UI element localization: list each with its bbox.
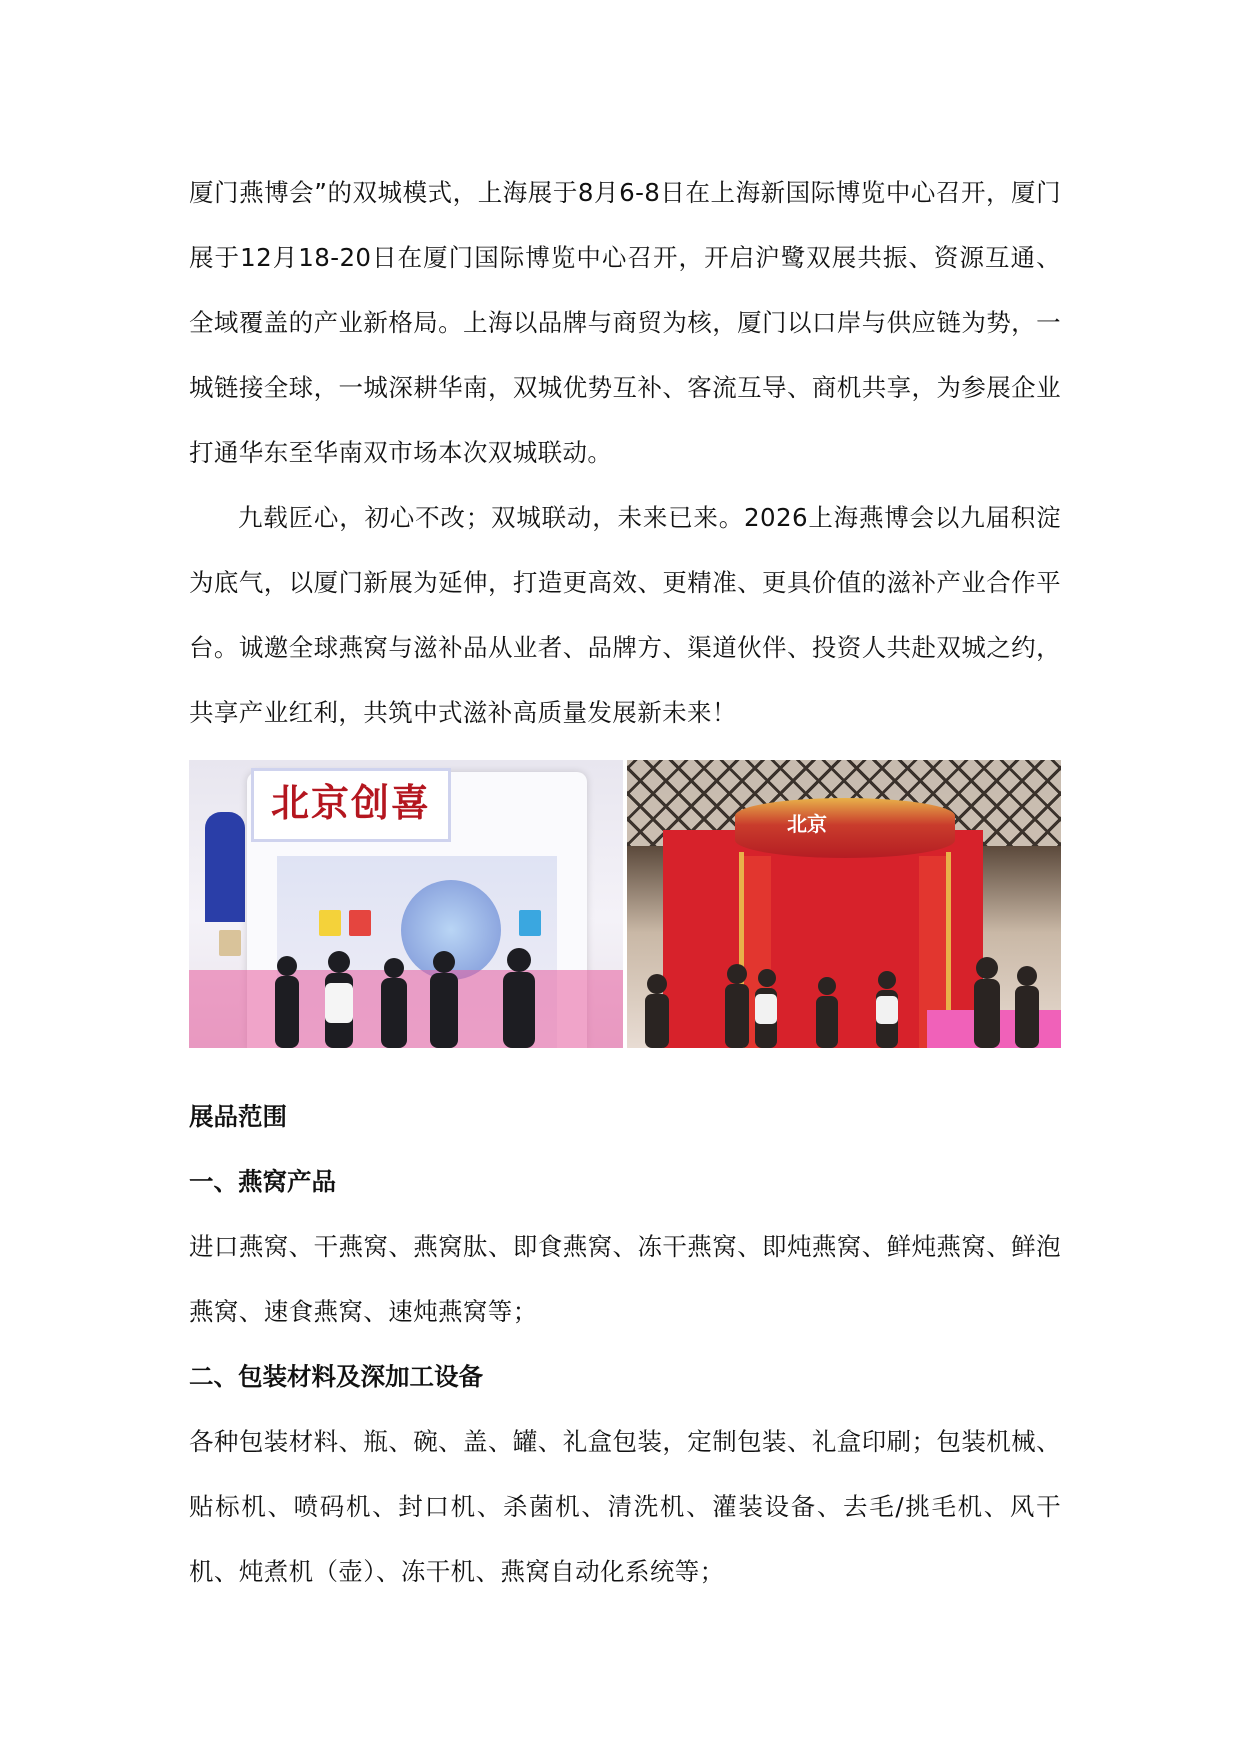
visitors-silhouettes	[189, 938, 623, 1048]
category-title-bird-nest: 一、燕窝产品	[189, 1167, 336, 1196]
paragraph-invitation: 九载匠心，初心不改；双城联动，未来已来。2026上海燕博会以九届积淀为底气，以厦门新展为延伸，打造更高效、更精准、更具价值的滋补产业合作平台。诚邀全球燕窝与滋补品从业者、品牌方、渠道伙伴、投资人共赴双城之约，共享产业红利，共筑中式滋补高质量发展新未来！	[189, 503, 1061, 727]
paragraph-double-city: 厦门燕博会”的双城模式，上海展于8月6-8日在上海新国际博览中心召开，厦门展于12月18-20日在厦门国际博览中心召开，开启沪鹭双展共振、资源互通、全域覆盖的产业新格局。上海以品牌与商贸为核，厦门以口岸与供应链为势，一城链接全球，一城深耕华南，双城优势互补、客流互导、商机共享，为参展企业打通华东至华南双市场本次双城联动。	[189, 178, 1061, 467]
round-sign-drum	[735, 798, 955, 858]
product-box	[519, 910, 541, 936]
category-items-bird-nest: 进口燕窝、干燕窝、燕窝肽、即食燕窝、冻干燕窝、即炖燕窝、鲜炖燕窝、鲜泡燕窝、速食燕窝、速炖燕窝等；	[189, 1232, 1061, 1326]
category-items-packaging: 各种包装材料、瓶、碗、盖、罐、礼盒包装，定制包装、礼盒印刷；包装机械、贴标机、喷码机、封口机、杀菌机、清洗机、灌装设备、去毛/挑毛机、风干机、炖煮机（壶）、冻干机、燕窝自动化系统等；	[189, 1427, 1061, 1586]
category-title-packaging: 二、包装材料及深加工设备	[189, 1362, 483, 1391]
crowd-silhouettes	[627, 938, 1061, 1048]
exhibition-photos	[189, 760, 1061, 1048]
section-title: 展品范围	[189, 1102, 287, 1131]
booth-photo-white	[189, 760, 623, 1048]
blue-banner	[205, 812, 245, 922]
booth-sign: 北京	[787, 812, 827, 836]
booth-sign: 北京创喜	[251, 768, 451, 842]
document-body	[189, 160, 1061, 1604]
product-box	[349, 910, 371, 936]
product-box	[319, 910, 341, 936]
booth-photo-red	[627, 760, 1061, 1048]
